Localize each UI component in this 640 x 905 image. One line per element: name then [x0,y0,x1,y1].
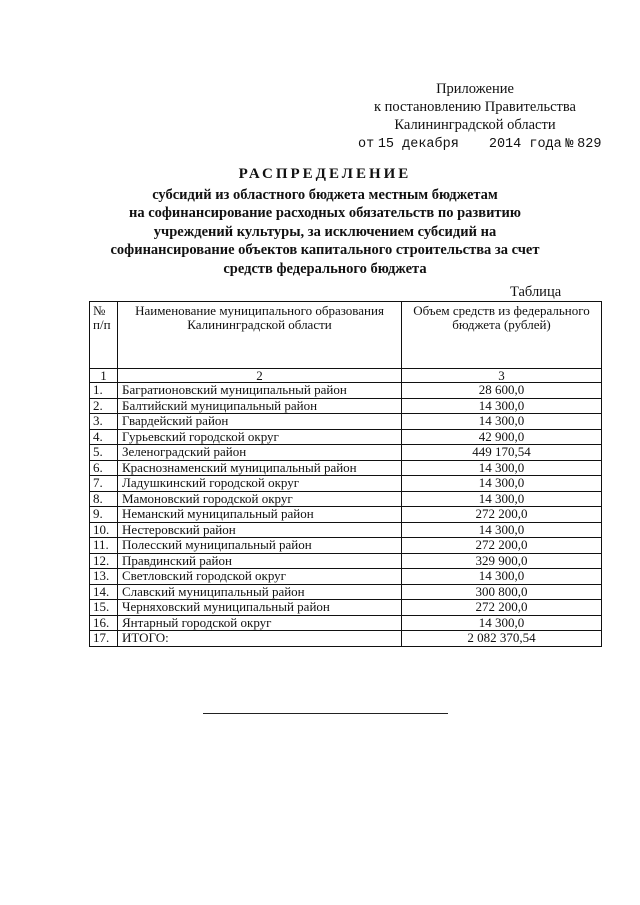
table-header-row [90,302,602,369]
row-municipality: Неманский муниципальный район [118,507,402,523]
table-row [90,491,602,507]
document-title [90,165,560,278]
row-amount: 272 200,0 [402,600,602,616]
row-amount: 272 200,0 [402,507,602,523]
row-amount: 272 200,0 [402,538,602,554]
row-number: 15. [90,600,118,616]
table-row [90,615,602,631]
row-number: 1. [90,383,118,399]
appendix-header [340,80,610,154]
title-line: учреждений культуры, за исключением субсидий на [153,223,497,240]
table-row [90,584,602,600]
row-amount: 329 900,0 [402,553,602,569]
title-line: средств федерального бюджета [223,260,427,277]
row-number: 17. [90,631,118,647]
appendix-label: Приложение [436,81,514,97]
row-municipality: Полесский муниципальный район [118,538,402,554]
signature-divider [203,713,448,714]
table-row [90,398,602,414]
row-municipality: ИТОГО: [118,631,402,647]
table-row [90,569,602,585]
row-amount: 449 170,54 [402,445,602,461]
row-amount: 14 300,0 [402,476,602,492]
appendix-region: Калининградской области [394,117,556,133]
table-row [90,522,602,538]
row-number: 16. [90,615,118,631]
table-row [90,429,602,445]
row-number: 9. [90,507,118,523]
row-amount: 14 300,0 [402,491,602,507]
distribution-table [89,301,602,647]
row-municipality: Гурьевский городской округ [118,429,402,445]
row-number: 3. [90,414,118,430]
column-number: 2 [118,369,402,383]
row-number: 7. [90,476,118,492]
row-municipality: Багратионовский муниципальный район [118,383,402,399]
date-prefix: от [358,137,375,152]
row-number: 10. [90,522,118,538]
row-municipality: Черняховский муниципальный район [118,600,402,616]
title-line: софинансирование объектов капитального строительства за счет [110,242,540,258]
row-number: 5. [90,445,118,461]
row-amount: 14 300,0 [402,615,602,631]
table-row [90,414,602,430]
row-municipality: Правдинский район [118,553,402,569]
number-sign: № [565,137,574,152]
row-number: 13. [90,569,118,585]
row-number: 12. [90,553,118,569]
table-row [90,631,602,647]
table-row [90,507,602,523]
row-municipality: Славский муниципальный район [118,584,402,600]
row-municipality: Зеленоградский район [118,445,402,461]
header-amount: Объем средств из федерального бюджета (рублей) [402,302,602,369]
row-amount: 14 300,0 [402,460,602,476]
table-row [90,460,602,476]
row-amount: 42 900,0 [402,429,602,445]
table-row [90,383,602,399]
decree-number: 829 [577,137,602,152]
row-number: 11. [90,538,118,554]
table-row [90,538,602,554]
row-municipality: Ладушкинский городской округ [118,476,402,492]
title-heading: РАСПРЕДЕЛЕНИЕ [238,166,412,182]
row-municipality: Мамоновский городской округ [118,491,402,507]
column-number: 1 [90,369,118,383]
table-label: Таблица [510,284,562,300]
title-line: субсидий из областного бюджета местным бюджетам [152,186,498,203]
row-amount: 300 800,0 [402,584,602,600]
title-line: на софинансирование расходных обязательств по развитию [128,205,521,221]
table-row [90,445,602,461]
row-number: 14. [90,584,118,600]
row-number: 6. [90,460,118,476]
date-day-month: 15 декабря [377,137,459,152]
row-amount: 14 300,0 [402,398,602,414]
row-number: 8. [90,491,118,507]
row-municipality: Янтарный городской округ [118,615,402,631]
row-amount: 14 300,0 [402,569,602,585]
row-number: 4. [90,429,118,445]
date-year: 2014 года [488,137,562,152]
row-municipality: Краснознаменский муниципальный район [118,460,402,476]
column-number-row [90,369,602,383]
row-municipality: Гвардейский район [118,414,402,430]
table-row [90,553,602,569]
row-amount: 28 600,0 [402,383,602,399]
row-number: 2. [90,398,118,414]
header-num: № п/п [90,302,118,369]
row-municipality: Нестеровский район [118,522,402,538]
appendix-decree: к постановлению Правительства [374,99,576,115]
column-number: 3 [402,369,602,383]
table-row [90,600,602,616]
row-amount: 14 300,0 [402,522,602,538]
appendix-date-line [340,134,610,154]
row-amount: 14 300,0 [402,414,602,430]
header-name: Наименование муниципального образования Калининградской области [118,302,402,369]
row-municipality: Балтийский муниципальный район [118,398,402,414]
row-municipality: Светловский городской округ [118,569,402,585]
row-amount: 2 082 370,54 [402,631,602,647]
table-row [90,476,602,492]
